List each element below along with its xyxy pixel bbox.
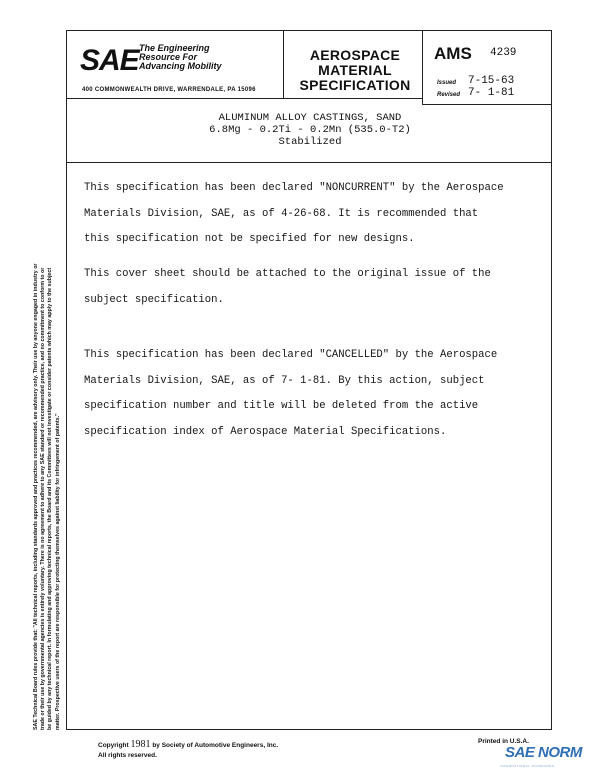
watermark-sub: INTERNATIONAL STANDARDS — [500, 764, 555, 768]
text-line: specification index of Aerospace Material Specifications. — [84, 425, 447, 438]
address: 400 COMMONWEALTH DRIVE, WARRENDALE, PA 15096 — [82, 87, 256, 93]
text-line: subject specification. — [84, 293, 224, 306]
tagline — [139, 44, 239, 71]
text-line: This specification has been declared "NONCURRENT" by the Aerospace — [84, 182, 504, 194]
header-divider — [66, 98, 422, 99]
cancelled-paragraph — [84, 343, 544, 445]
text-line: this specification not be specified for new designs. — [84, 233, 415, 245]
text-line: specification number and title will be deleted from the active — [84, 400, 479, 412]
title-divider — [66, 162, 552, 163]
notice-line: be guided by any technical report. In formulating and approving technical reports, the Board and its Committees will not investigate or consider patents which may apply to the subject — [47, 267, 54, 730]
text-line: This cover sheet should be attached to the original issue of the — [84, 268, 491, 280]
spec-title — [150, 112, 470, 148]
tagline-line: Resource For — [139, 52, 198, 62]
copyright-suffix: by Society of Automotive Engineers, Inc. — [152, 742, 279, 749]
sae-logo: SAE — [80, 44, 139, 77]
copyright-year: 1981 — [130, 739, 151, 750]
revised-date: 7- 1-81 — [468, 87, 515, 99]
technical-board-notice — [33, 110, 62, 730]
notice-line: SAE Technical Board rules provide that: "All technical reports, including standards approved and practices recommended, are advisory only. Their use by anyone engaged in industry or — [33, 263, 39, 730]
title-line-1: ALUMINUM ALLOY CASTINGS, SAND — [218, 112, 402, 124]
title-line-3: Stabilized — [278, 136, 342, 148]
issued-date: 7-15-63 — [468, 75, 515, 87]
watermark: SAE NORM — [505, 744, 582, 761]
doc-type-line: AEROSPACE — [309, 47, 401, 63]
copyright — [98, 740, 278, 761]
text-line: Materials Division, SAE, as of 4-26-68. It is recommended that — [84, 207, 479, 220]
copyright-line — [98, 740, 278, 751]
copyright-prefix: Copyright — [98, 742, 129, 749]
printed-in: Printed in U.S.A. — [478, 738, 529, 745]
revised-label: Revised — [437, 92, 461, 98]
rights-reserved: All rights reserved. — [98, 752, 157, 759]
tagline-line: The Engineering — [139, 43, 210, 53]
header-divider-right — [422, 104, 552, 105]
text-line: Materials Division, SAE, as of 7- 1-81. By this action, subject — [84, 374, 485, 387]
ams-number: 4239 — [490, 47, 517, 59]
header-vrule-right — [422, 30, 423, 104]
ams-label: AMS — [434, 44, 472, 63]
tagline-line: Advancing Mobility — [139, 61, 222, 71]
notice-line: trade or their use by governmental agencies is entirely voluntary. There is no agreement to adhere to any SAE standard or recommended practice, and no commitment to conform to or — [40, 267, 47, 730]
header-vrule — [283, 30, 284, 99]
cover-sheet-paragraph — [84, 262, 544, 313]
doc-type-line: SPECIFICATION — [299, 77, 411, 93]
doc-type — [290, 48, 420, 93]
noncurrent-paragraph — [84, 176, 544, 253]
notice-line: matter. Prospective users of the report are responsible for protecting themselves against liability for infringement of patents." — [54, 413, 61, 730]
doc-type-line: MATERIAL — [318, 62, 392, 78]
title-line-2: 6.8Mg - 0.2Ti - 0.2Mn (535.0-T2) — [209, 124, 411, 136]
text-line: This specification has been declared "CANCELLED" by the Aerospace — [84, 349, 498, 361]
issued-label: Issued — [437, 80, 457, 86]
